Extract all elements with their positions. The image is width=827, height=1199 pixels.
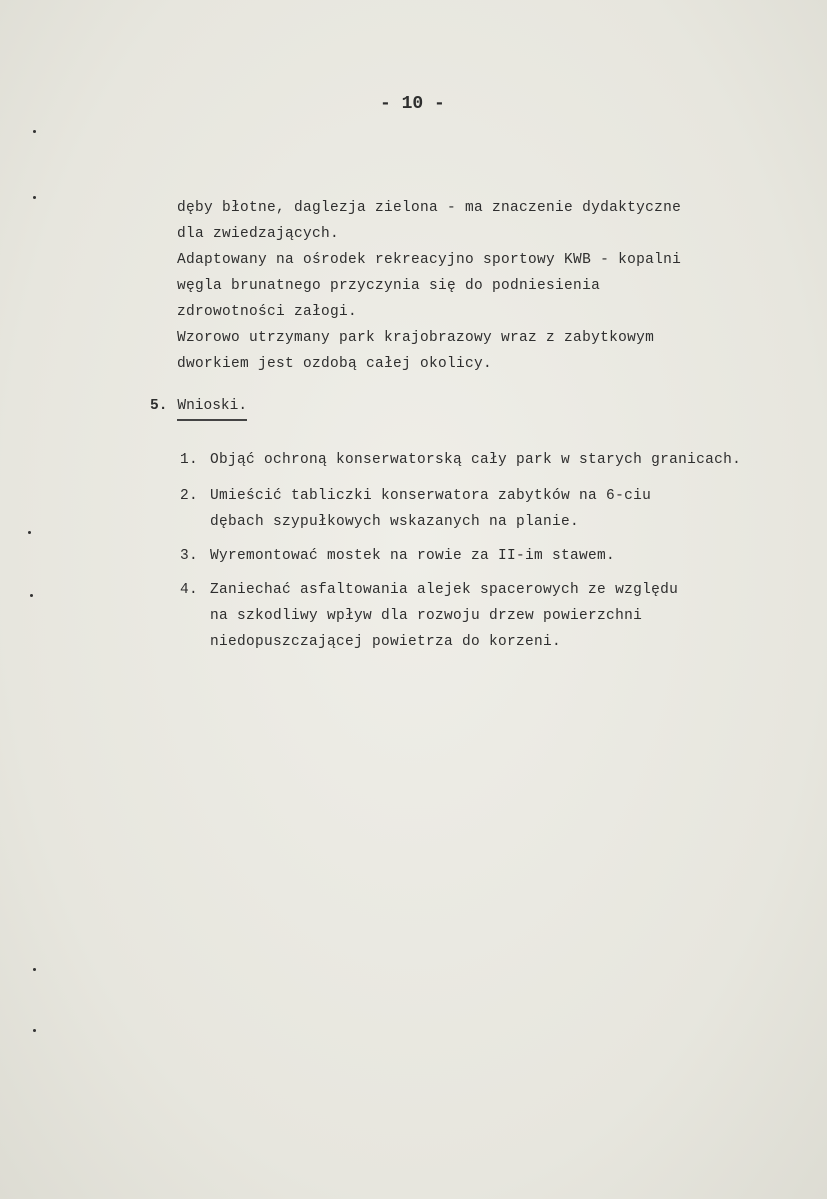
margin-dot: [30, 594, 33, 597]
paragraph-line: węgla brunatnego przyczynia się do podniesienia: [177, 278, 601, 294]
item-text: na szkodliwy wpływ dla rozwoju drzew powierzchni: [210, 608, 643, 624]
item-text: Objąć ochroną konserwatorską cały park w starych granicach.: [210, 452, 742, 468]
section-number: 5.: [150, 398, 168, 414]
margin-dot: [33, 968, 36, 971]
margin-dot: [33, 1029, 36, 1032]
margin-dot: [28, 531, 31, 534]
margin-dot: [33, 196, 36, 199]
item-number: 1.: [180, 452, 199, 468]
paragraph-line: dęby błotne, daglezja zielona - ma znaczenie dydaktyczne: [177, 200, 682, 216]
item-text: niedopuszczającej powietrza do korzeni.: [210, 634, 562, 650]
paragraph-line: Wzorowo utrzymany park krajobrazowy wraz z zabytkowym: [177, 330, 655, 346]
paragraph-line: dworkiem jest ozdobą całej okolicy.: [177, 356, 493, 372]
item-text: Zaniechać asfaltowania alejek spacerowych ze względu: [210, 582, 679, 598]
item-number: 2.: [180, 488, 199, 504]
item-text: Umieścić tabliczki konserwatora zabytków na 6-ciu: [210, 488, 652, 504]
margin-dot: [33, 130, 36, 133]
section-title: Wnioski.: [177, 398, 247, 421]
page-number: - 10 -: [380, 94, 445, 114]
item-text: Wyremontować mostek na rowie za II-im stawem.: [210, 548, 616, 564]
paragraph-line: Adaptowany na ośrodek rekreacyjno sportowy KWB - kopalni: [177, 252, 682, 268]
item-number: 3.: [180, 548, 199, 564]
item-number: 4.: [180, 582, 199, 598]
item-text: dębach szypułkowych wskazanych na planie.: [210, 514, 580, 530]
paragraph-line: zdrowotności załogi.: [177, 304, 358, 320]
section-heading: [150, 398, 247, 414]
paragraph-line: dla zwiedzających.: [177, 226, 340, 242]
